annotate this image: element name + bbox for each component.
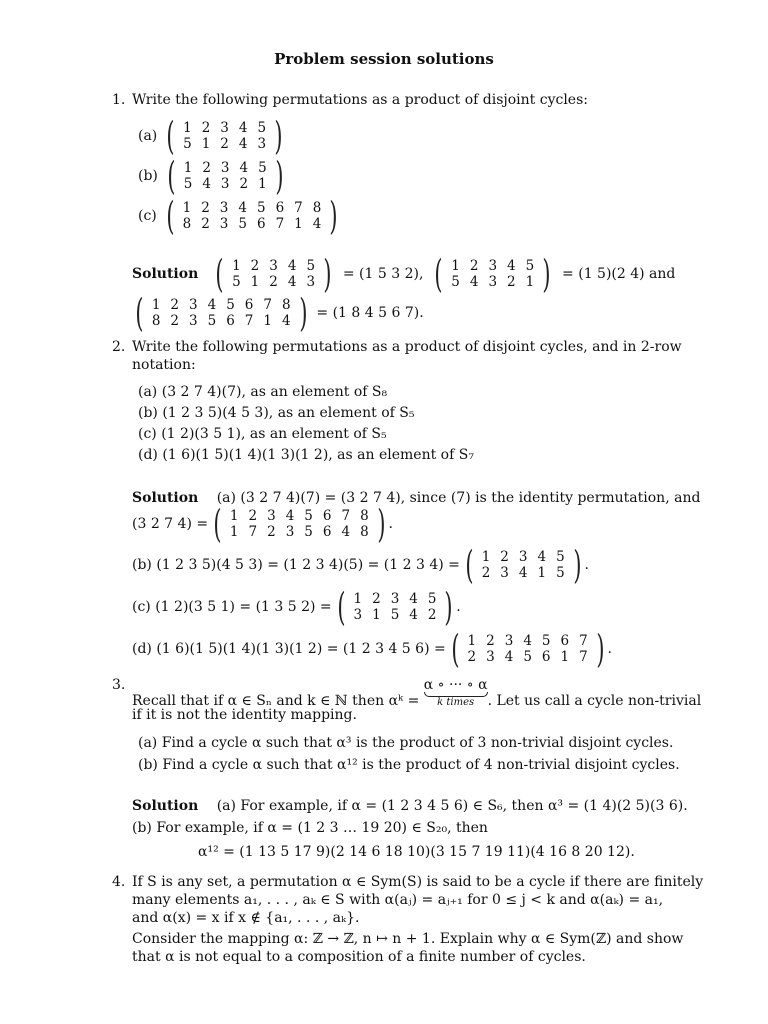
matrix-cell: 7 bbox=[263, 297, 272, 313]
matrix-cell: 1 bbox=[229, 508, 239, 524]
left-paren-icon: ( bbox=[166, 114, 175, 158]
matrix-cell: 2 bbox=[239, 176, 249, 192]
q1-solution-b: = (1 5)(2 4) and bbox=[562, 266, 676, 282]
q2-text-line2: notation: bbox=[132, 357, 196, 373]
q3-underbrace-expression: α ∘ ··· ∘ α bbox=[423, 677, 488, 693]
matrix-cell: 2 bbox=[427, 607, 437, 623]
q3-text-line1 bbox=[132, 676, 701, 710]
left-paren-icon: ( bbox=[465, 543, 474, 587]
matrix-cell: 7 bbox=[294, 200, 303, 216]
left-paren-icon: ( bbox=[434, 252, 443, 296]
left-paren-icon: ( bbox=[135, 291, 144, 335]
matrix-table bbox=[349, 591, 442, 623]
matrix-cell: 3 bbox=[220, 160, 230, 176]
matrix-cell: 5 bbox=[232, 274, 241, 290]
matrix-cell: 1 bbox=[372, 607, 381, 623]
q2-item-b-label: (b) bbox=[138, 405, 158, 421]
page-title: Problem session solutions bbox=[274, 50, 494, 68]
matrix-cell: 5 bbox=[226, 297, 235, 313]
matrix-cell: 5 bbox=[525, 258, 535, 274]
matrix-cell: 3 bbox=[500, 565, 509, 581]
matrix-cell: 3 bbox=[504, 633, 514, 649]
q2-solution-label: Solution bbox=[132, 490, 199, 506]
matrix-top-row bbox=[178, 200, 327, 216]
matrix-cell: 1 bbox=[183, 160, 193, 176]
matrix-cell: 2 bbox=[507, 274, 516, 290]
matrix-cell: 4 bbox=[523, 633, 532, 649]
q4-line1: If S is any set, a permutation α ∈ Sym(S) is said to be a cycle if there are finitely bbox=[132, 874, 704, 890]
q2-solution-c-matrix bbox=[334, 585, 457, 629]
q1-item-b bbox=[138, 154, 287, 198]
q3-number: 3. bbox=[112, 677, 126, 693]
matrix-cell: 5 bbox=[523, 649, 532, 665]
matrix-cell: 4 bbox=[507, 258, 516, 274]
right-paren-icon: ) bbox=[596, 627, 605, 671]
left-paren-icon: ( bbox=[451, 627, 460, 671]
matrix-cell: 8 bbox=[182, 216, 192, 232]
matrix-cell: 2 bbox=[201, 200, 210, 216]
right-paren-icon: ) bbox=[274, 114, 283, 158]
q2-solution-a-pre: (3 2 7 4) = bbox=[132, 516, 209, 532]
matrix-cell: 4 bbox=[287, 258, 297, 274]
q4-line4: Consider the mapping α: ℤ → ℤ, n ↦ n + 1. Explain why α ∈ Sym(ℤ) and show bbox=[132, 931, 684, 947]
matrix-cell: 2 bbox=[220, 136, 229, 152]
q3-solution-b-formula: α¹² = (1 13 5 17 9)(2 14 6 18 10)(3 15 7 19 11)(4 16 8 20 12). bbox=[198, 844, 635, 860]
q1-item-c-matrix bbox=[163, 194, 341, 238]
matrix-cell: 1 bbox=[467, 633, 477, 649]
matrix-cell: 4 bbox=[238, 200, 247, 216]
matrix-cell: 8 bbox=[360, 524, 369, 540]
matrix-cell: 7 bbox=[579, 649, 588, 665]
matrix-cell: 6 bbox=[256, 216, 266, 232]
left-paren-icon: ( bbox=[213, 502, 222, 546]
right-paren-icon: ) bbox=[542, 252, 551, 296]
matrix-bottom-row bbox=[446, 274, 539, 290]
q1-item-a bbox=[138, 114, 286, 158]
matrix-cell: 5 bbox=[427, 591, 437, 607]
matrix-cell: 3 bbox=[219, 200, 229, 216]
right-paren-icon: ) bbox=[573, 543, 582, 587]
matrix-top-row bbox=[463, 633, 593, 649]
matrix-cell: 5 bbox=[183, 176, 193, 192]
matrix-cell: 4 bbox=[518, 565, 528, 581]
matrix-table bbox=[446, 258, 539, 290]
matrix-cell: 2 bbox=[170, 297, 180, 313]
matrix-cell: 6 bbox=[560, 633, 570, 649]
matrix-cell: 8 bbox=[151, 313, 161, 329]
matrix-cell: 3 bbox=[189, 297, 198, 313]
matrix-cell: 1 bbox=[229, 524, 239, 540]
matrix-cell: 2 bbox=[250, 258, 260, 274]
matrix-table bbox=[477, 549, 570, 581]
matrix-cell: 5 bbox=[306, 258, 316, 274]
matrix-cell: 2 bbox=[202, 160, 211, 176]
q1-number: 1. bbox=[112, 92, 126, 108]
matrix-cell: 4 bbox=[409, 591, 418, 607]
matrix-top-row bbox=[349, 591, 442, 607]
matrix-cell: 2 bbox=[486, 633, 495, 649]
matrix-top-row bbox=[227, 258, 320, 274]
q2-solution-a-text: (a) (3 2 7 4)(7) = (3 2 7 4), since (7) is the identity permutation, and bbox=[216, 490, 701, 506]
matrix-cell: 3 bbox=[518, 549, 528, 565]
q2-item-a bbox=[138, 383, 387, 401]
q4-line5: that α is not equal to a composition of a finite number of cycles. bbox=[132, 949, 586, 965]
matrix-cell: 4 bbox=[238, 136, 248, 152]
matrix-cell: 1 bbox=[353, 591, 363, 607]
q2-solution-d-pre: (d) (1 6)(1 5)(1 4)(1 3)(1 2) = (1 2 3 4 5 6) = bbox=[132, 641, 446, 657]
right-paren-icon: ) bbox=[377, 502, 386, 546]
matrix-cell: 6 bbox=[244, 297, 254, 313]
matrix-cell: 1 bbox=[537, 565, 547, 581]
matrix-table bbox=[225, 508, 374, 540]
matrix-cell: 1 bbox=[151, 297, 161, 313]
matrix-cell: 5 bbox=[183, 136, 192, 152]
q1-item-b-matrix bbox=[164, 154, 287, 198]
q3-solution-a: (a) For example, if α = (1 2 3 4 5 6) ∈ S₆, then α³ = (1 4)(2 5)(3 6). bbox=[216, 798, 688, 814]
matrix-cell: 4 bbox=[239, 160, 249, 176]
matrix-cell: 3 bbox=[306, 274, 316, 290]
matrix-cell: 6 bbox=[226, 313, 235, 329]
matrix-cell: 1 bbox=[258, 176, 267, 192]
matrix-cell: 4 bbox=[409, 607, 418, 623]
matrix-cell: 4 bbox=[341, 524, 351, 540]
matrix-cell: 7 bbox=[244, 313, 254, 329]
right-paren-icon: ) bbox=[329, 194, 338, 238]
matrix-cell: 7 bbox=[341, 508, 351, 524]
q2-solution-b-line: (b) (1 2 3 5)(4 5 3) = (1 2 3 4)(5) = (1 2 3 4) = ( 1 2 3 4 5 2 3 4 1 5 ) . bbox=[132, 543, 589, 587]
matrix-cell: 8 bbox=[360, 508, 369, 524]
matrix-top-row bbox=[178, 120, 271, 136]
left-paren-icon: ( bbox=[215, 252, 224, 296]
matrix-cell: 5 bbox=[556, 565, 565, 581]
matrix-cell: 1 bbox=[294, 216, 303, 232]
q2-solution-c-line: (c) (1 2)(3 5 1) = (1 3 5 2) = ( 1 2 3 4 5 3 1 5 4 2 ) . bbox=[132, 585, 461, 629]
matrix-bottom-row bbox=[225, 524, 374, 540]
matrix-cell: 3 bbox=[220, 176, 230, 192]
matrix-cell: 2 bbox=[372, 591, 381, 607]
right-paren-icon: ) bbox=[444, 585, 453, 629]
matrix-bottom-row bbox=[349, 607, 442, 623]
q3-solution-a-line bbox=[132, 797, 688, 815]
matrix-cell: 3 bbox=[488, 274, 498, 290]
q2-item-c-text: (1 2)(3 5 1), as an element of S₅ bbox=[161, 426, 387, 442]
q2-item-d-label: (d) bbox=[138, 447, 158, 463]
q2-text-line1: Write the following permutations as a product of disjoint cycles, and in 2-row bbox=[132, 339, 682, 355]
q2-item-b bbox=[138, 404, 414, 422]
q2-solution-a-matrix bbox=[210, 502, 388, 546]
q2-item-a-text: (3 2 7 4)(7), as an element of S₈ bbox=[161, 384, 388, 400]
q2-item-b-text: (1 2 3 5)(4 5 3), as an element of S₅ bbox=[162, 405, 415, 421]
matrix-cell: 4 bbox=[285, 508, 295, 524]
matrix-cell: 4 bbox=[238, 120, 248, 136]
matrix-cell: 7 bbox=[248, 524, 258, 540]
matrix-cell: 5 bbox=[541, 633, 551, 649]
q2-solution-b-matrix bbox=[462, 543, 585, 587]
matrix-cell: 3 bbox=[219, 216, 229, 232]
q3-item-b-label: (b) bbox=[138, 757, 158, 773]
matrix-table bbox=[179, 160, 272, 192]
matrix-cell: 4 bbox=[469, 274, 479, 290]
q3-item-a bbox=[138, 734, 673, 752]
right-paren-icon: ) bbox=[275, 154, 284, 198]
matrix-table bbox=[147, 297, 296, 329]
matrix-cell: 4 bbox=[537, 549, 547, 565]
q2-number: 2. bbox=[112, 339, 126, 355]
left-paren-icon: ( bbox=[337, 585, 346, 629]
matrix-cell: 2 bbox=[467, 649, 477, 665]
q3-text-post: . Let us call a cycle non-trivial bbox=[487, 693, 702, 709]
matrix-cell: 3 bbox=[390, 591, 400, 607]
q4-line3: and α(x) = x if x ∉ {a₁, . . . , aₖ}. bbox=[132, 910, 360, 926]
q1-item-c-label: (c) bbox=[138, 208, 157, 224]
matrix-cell: 7 bbox=[275, 216, 285, 232]
matrix-cell: 1 bbox=[201, 136, 211, 152]
matrix-cell: 6 bbox=[322, 508, 332, 524]
matrix-cell: 3 bbox=[267, 508, 276, 524]
q3-underbrace-label: k times bbox=[437, 697, 475, 708]
matrix-top-row bbox=[179, 160, 272, 176]
matrix-cell: 4 bbox=[312, 216, 322, 232]
matrix-cell: 1 bbox=[560, 649, 570, 665]
matrix-bottom-row bbox=[178, 216, 327, 232]
q1-item-a-label: (a) bbox=[138, 128, 158, 144]
matrix-cell: 1 bbox=[183, 120, 192, 136]
matrix-cell: 4 bbox=[287, 274, 297, 290]
q3-item-a-text: Find a cycle α such that α³ is the product of 3 non-trivial disjoint cycles. bbox=[161, 735, 674, 751]
matrix-cell: 1 bbox=[263, 313, 272, 329]
q3-item-a-label: (a) bbox=[138, 735, 158, 751]
q2-solution-d-matrix bbox=[448, 627, 608, 671]
matrix-cell: 3 bbox=[220, 120, 229, 136]
matrix-cell: 5 bbox=[390, 607, 400, 623]
matrix-cell: 8 bbox=[312, 200, 322, 216]
matrix-cell: 5 bbox=[238, 216, 247, 232]
q1-item-a-matrix bbox=[163, 114, 286, 158]
matrix-bottom-row bbox=[178, 136, 271, 152]
matrix-cell: 6 bbox=[275, 200, 285, 216]
q3-solution-label: Solution bbox=[132, 798, 199, 814]
matrix-cell: 2 bbox=[481, 565, 491, 581]
matrix-cell: 1 bbox=[250, 274, 260, 290]
matrix-bottom-row bbox=[147, 313, 296, 329]
matrix-cell: 3 bbox=[189, 313, 198, 329]
q2-item-c-label: (c) bbox=[138, 426, 157, 442]
q1-text: Write the following permutations as a product of disjoint cycles: bbox=[132, 92, 588, 108]
matrix-cell: 6 bbox=[322, 524, 332, 540]
matrix-cell: 1 bbox=[182, 200, 192, 216]
q2-item-d bbox=[138, 446, 474, 464]
q1-solution-matrix-c bbox=[132, 291, 310, 335]
matrix-cell: 3 bbox=[486, 649, 495, 665]
q1-solution-matrix-b bbox=[431, 252, 554, 296]
matrix-cell: 2 bbox=[269, 274, 278, 290]
q1-item-c bbox=[138, 194, 341, 238]
right-paren-icon: ) bbox=[298, 291, 308, 335]
q1-solution-a: = (1 5 3 2), bbox=[342, 266, 424, 282]
matrix-cell: 3 bbox=[488, 258, 498, 274]
matrix-cell: 4 bbox=[504, 649, 514, 665]
q2-solution-b-pre: (b) (1 2 3 5)(4 5 3) = (1 2 3 4)(5) = (1 2 3 4) = bbox=[132, 557, 460, 573]
matrix-cell: 2 bbox=[170, 313, 180, 329]
q1-item-b-label: (b) bbox=[138, 168, 158, 184]
matrix-cell: 5 bbox=[256, 200, 266, 216]
matrix-top-row bbox=[477, 549, 570, 565]
q3-text-pre: Recall that if α ∈ Sₙ and k ∈ ℕ then αᵏ = bbox=[132, 693, 420, 709]
q1-solution-matrix-a bbox=[212, 252, 335, 296]
matrix-table bbox=[227, 258, 320, 290]
matrix-cell: 4 bbox=[281, 313, 291, 329]
q1-solution-c: = (1 8 4 5 6 7). bbox=[316, 305, 424, 321]
matrix-cell: 2 bbox=[248, 508, 258, 524]
matrix-cell: 5 bbox=[304, 508, 313, 524]
q2-solution-c-pre: (c) (1 2)(3 5 1) = (1 3 5 2) = bbox=[132, 599, 332, 615]
matrix-cell: 5 bbox=[207, 313, 217, 329]
matrix-cell: 1 bbox=[451, 258, 460, 274]
matrix-top-row bbox=[225, 508, 374, 524]
matrix-top-row bbox=[147, 297, 296, 313]
matrix-cell: 1 bbox=[481, 549, 491, 565]
q2-item-c bbox=[138, 425, 387, 443]
q3-text-line2: if it is not the identity mapping. bbox=[132, 707, 357, 723]
q1-solution-line1 bbox=[132, 252, 676, 296]
matrix-top-row bbox=[446, 258, 539, 274]
matrix-table bbox=[178, 200, 327, 232]
q3-item-b bbox=[138, 756, 680, 774]
q4-line2: many elements a₁, . . . , aₖ ∈ S with α(aⱼ) = aⱼ₊₁ for 0 ≤ j < k and α(aₖ) = a₁, bbox=[132, 892, 664, 908]
matrix-cell: 2 bbox=[201, 120, 211, 136]
matrix-cell: 5 bbox=[304, 524, 313, 540]
right-paren-icon: ) bbox=[323, 252, 332, 296]
matrix-table bbox=[178, 120, 271, 152]
matrix-cell: 2 bbox=[500, 549, 509, 565]
q3-underbrace bbox=[424, 676, 488, 708]
left-paren-icon: ( bbox=[166, 194, 175, 238]
q3-item-b-text: Find a cycle α such that α¹² is the product of 4 non-trivial disjoint cycles. bbox=[162, 757, 680, 773]
matrix-cell: 5 bbox=[451, 274, 460, 290]
q2-solution-d-line: (d) (1 6)(1 5)(1 4)(1 3)(1 2) = (1 2 3 4 5 6) = ( 1 2 3 4 5 6 7 2 3 4 5 6 1 7 ) . bbox=[132, 627, 612, 671]
matrix-cell: 1 bbox=[232, 258, 241, 274]
matrix-cell: 5 bbox=[257, 120, 267, 136]
matrix-cell: 1 bbox=[525, 274, 535, 290]
q2-solution-a-matrix-line: (3 2 7 4) = ( 1 2 3 4 5 6 7 8 1 7 2 3 5 6 4 8 ) . bbox=[132, 502, 393, 546]
matrix-cell: 5 bbox=[258, 160, 267, 176]
matrix-cell: 6 bbox=[541, 649, 551, 665]
matrix-cell: 8 bbox=[281, 297, 291, 313]
q1-solution-label: Solution bbox=[132, 266, 199, 282]
q1-solution-line2 bbox=[132, 291, 424, 335]
matrix-cell: 3 bbox=[285, 524, 295, 540]
matrix-cell: 2 bbox=[201, 216, 210, 232]
left-paren-icon: ( bbox=[167, 154, 176, 198]
matrix-cell: 5 bbox=[556, 549, 565, 565]
matrix-cell: 7 bbox=[579, 633, 588, 649]
matrix-cell: 2 bbox=[267, 524, 276, 540]
matrix-bottom-row bbox=[477, 565, 570, 581]
q4-number: 4. bbox=[112, 874, 126, 890]
matrix-cell: 3 bbox=[257, 136, 267, 152]
q3-solution-b: (b) For example, if α = (1 2 3 … 19 20) ∈ S₂₀, then bbox=[132, 820, 488, 836]
q2-item-d-text: (1 6)(1 5)(1 4)(1 3)(1 2), as an element of S₇ bbox=[162, 447, 474, 463]
matrix-bottom-row bbox=[463, 649, 593, 665]
matrix-cell: 4 bbox=[202, 176, 211, 192]
matrix-table bbox=[463, 633, 593, 665]
matrix-cell: 4 bbox=[207, 297, 217, 313]
matrix-bottom-row bbox=[227, 274, 320, 290]
matrix-bottom-row bbox=[179, 176, 272, 192]
matrix-cell: 3 bbox=[269, 258, 278, 274]
matrix-cell: 3 bbox=[353, 607, 363, 623]
matrix-cell: 2 bbox=[469, 258, 479, 274]
q2-item-a-label: (a) bbox=[138, 384, 158, 400]
